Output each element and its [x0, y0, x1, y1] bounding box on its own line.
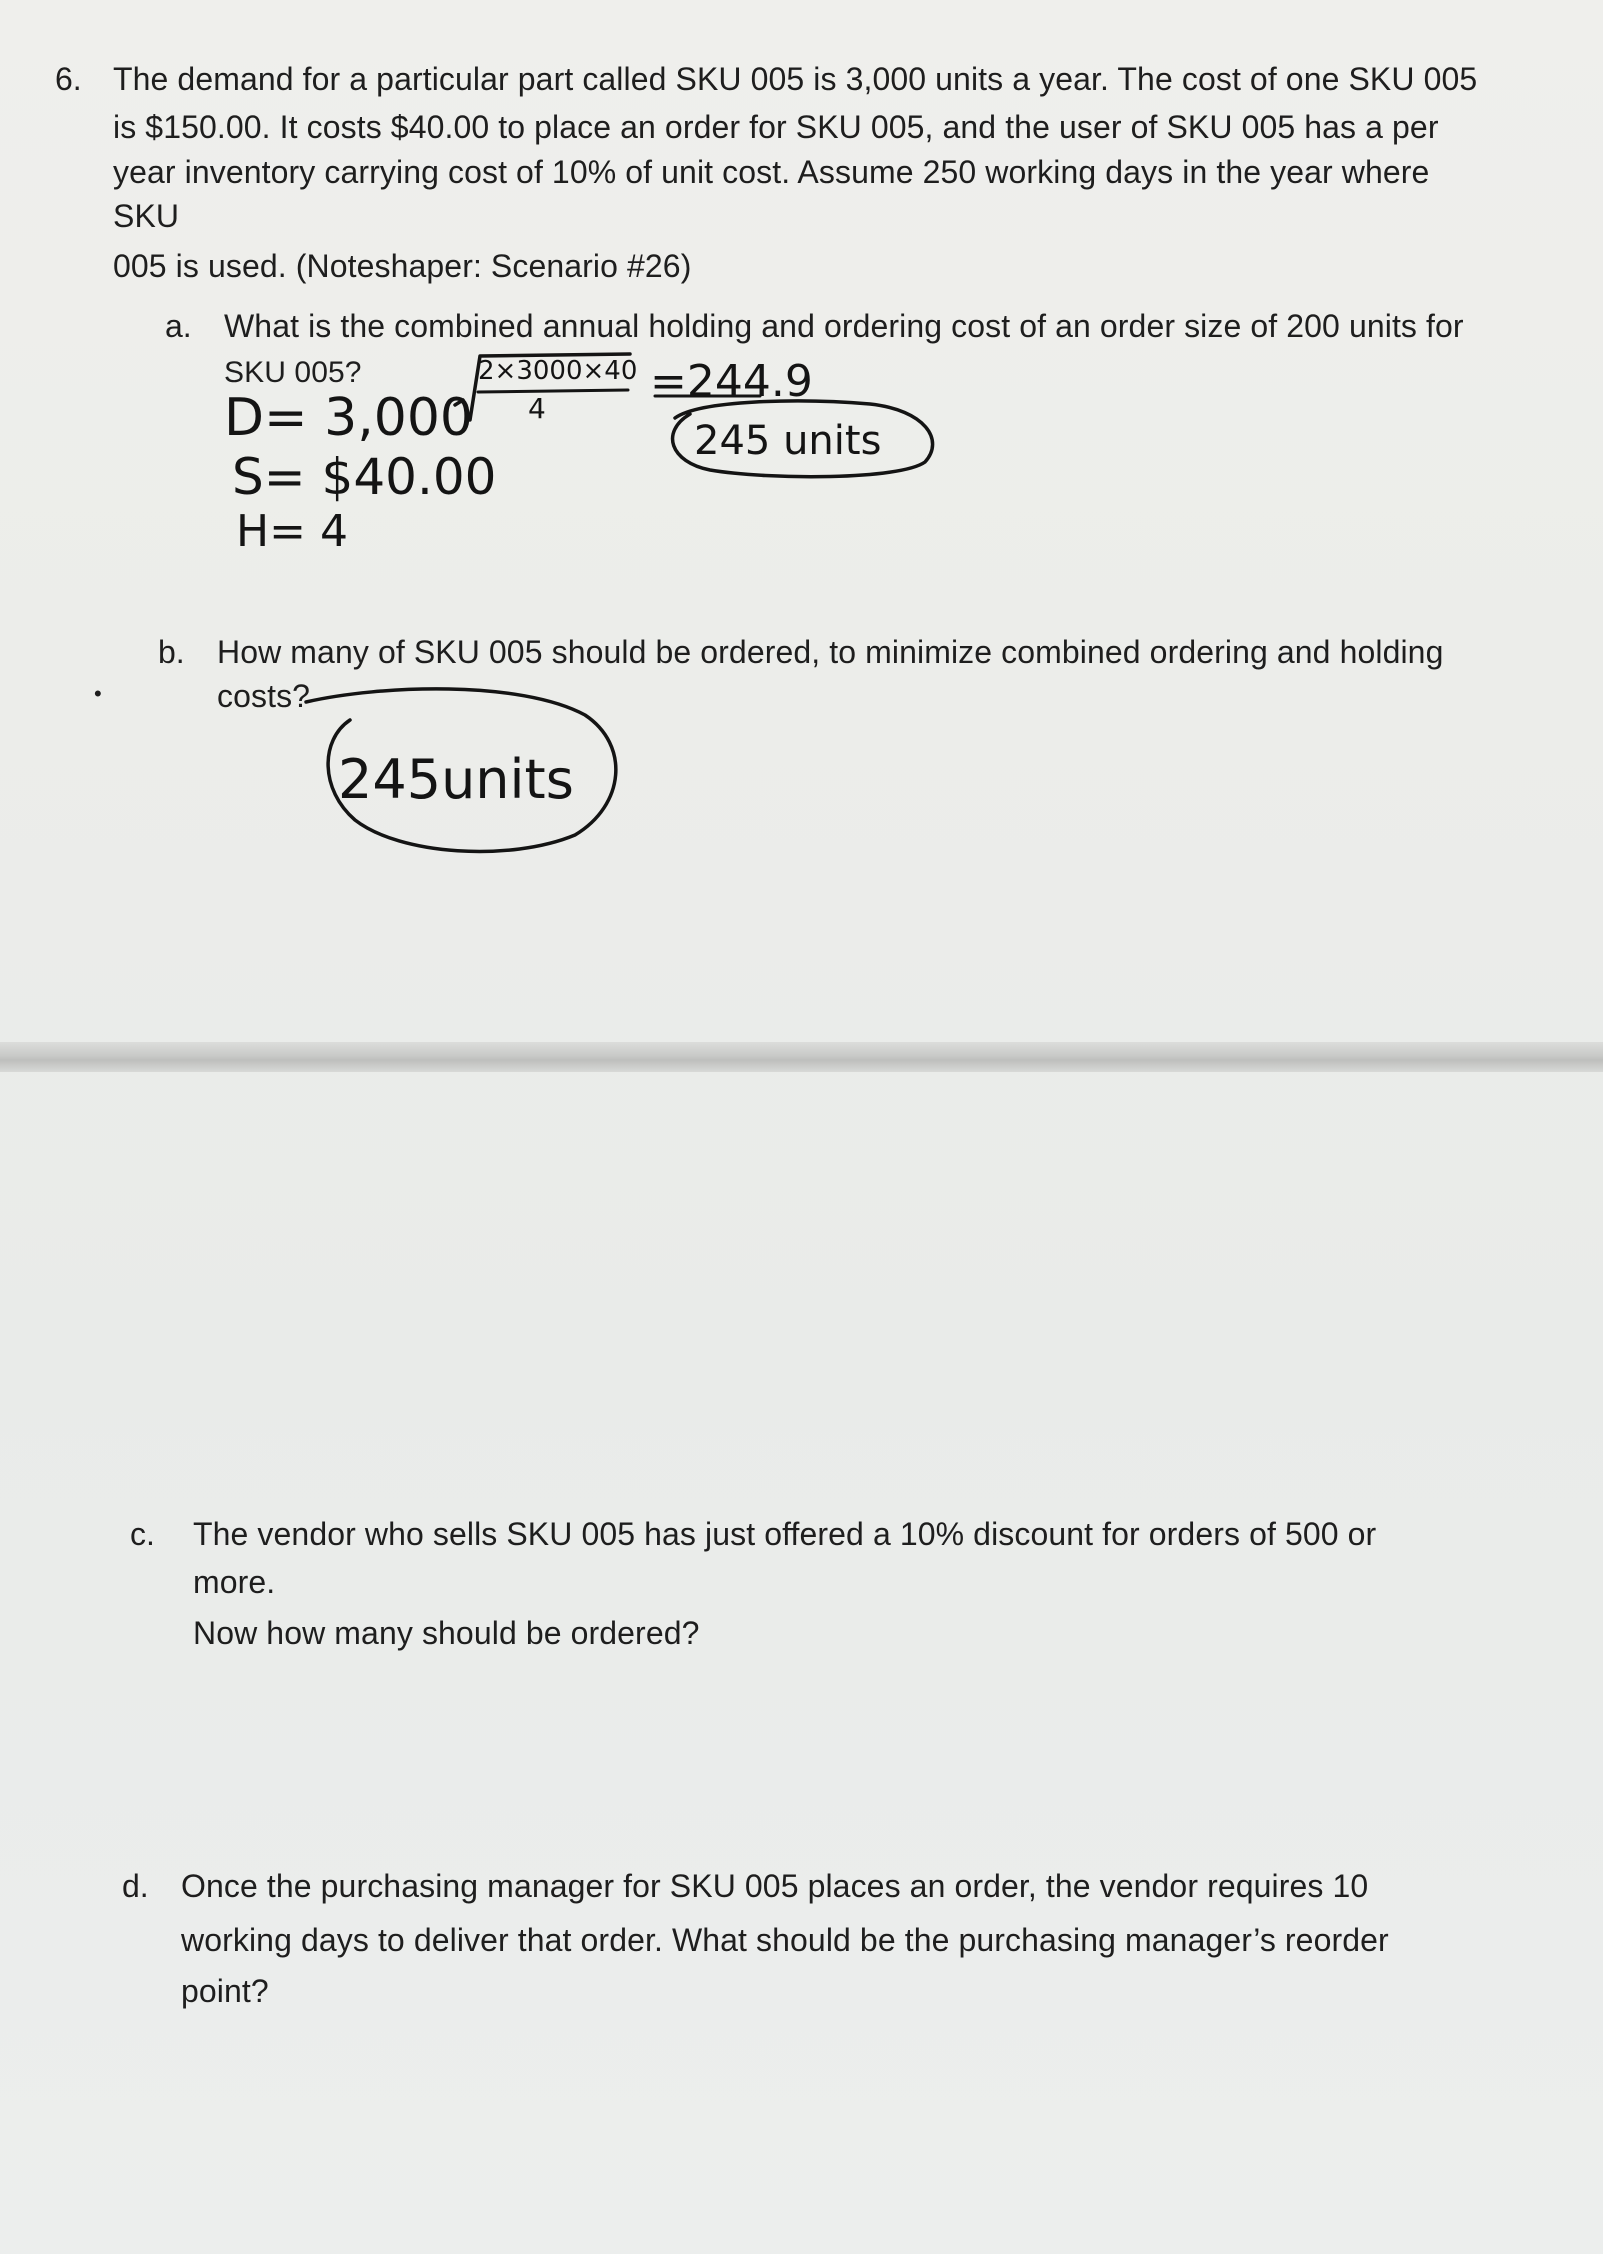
part-b-line-1: How many of SKU 005 should be ordered, to minimize combined ordering and holding: [217, 634, 1444, 670]
question-line-2: is $150.00. It costs $40.00 to place an order for SKU 005, and the user of SKU 005 has a per: [113, 109, 1439, 145]
part-c-label: c.: [130, 1516, 155, 1552]
handwritten-sqrt-denominator: 4: [528, 392, 546, 425]
fraction-bar: [478, 390, 628, 392]
handwritten-answer-b: 245units: [338, 748, 574, 811]
bullet-mark: •: [94, 681, 102, 706]
answer-b-circle: [306, 689, 616, 852]
part-d-line-1: Once the purchasing manager for SKU 005 places an order, the vendor requires 10: [181, 1868, 1369, 1904]
part-d-line-2: working days to deliver that order. What should be the purchasing manager’s reorder: [181, 1922, 1389, 1958]
question-line-5: 005 is used. (Noteshaper: Scenario #26): [113, 248, 692, 284]
part-d-line-3: point?: [181, 1973, 269, 2009]
handwritten-setup-cost: S= $40.00: [232, 448, 497, 506]
part-a-line-2: SKU 005?: [224, 356, 362, 389]
part-c-line-3: Now how many should be ordered?: [193, 1615, 700, 1651]
handwritten-answer-a: 245 units: [694, 418, 882, 464]
radical-sign: [455, 354, 630, 420]
handwritten-demand: D= 3,000: [224, 388, 474, 448]
question-line-3: year inventory carrying cost of 10% of unit cost. Assume 250 working days in the year where: [113, 154, 1430, 190]
answer-a-circle: [673, 401, 933, 477]
part-c-line-1: The vendor who sells SKU 005 has just offered a 10% discount for orders of 500 or: [193, 1516, 1377, 1552]
question-line-1: The demand for a particular part called SKU 005 is 3,000 units a year. The cost of one SKU 005: [113, 61, 1478, 97]
part-a-label: a.: [165, 308, 192, 344]
part-d-label: d.: [122, 1868, 149, 1904]
part-b-line-2: costs?: [217, 678, 311, 714]
part-a-line-1: What is the combined annual holding and ordering cost of an order size of 200 units for: [224, 308, 1464, 344]
question-line-4: SKU: [113, 198, 180, 234]
part-c-line-2: more.: [193, 1564, 276, 1600]
handwritten-holding-cost: H= 4: [236, 506, 348, 557]
part-b-label: b.: [158, 634, 185, 670]
question-number: 6.: [55, 61, 82, 97]
handwritten-eoq-result: =244.9: [650, 356, 813, 407]
handwritten-sqrt-numerator: 2×3000×40: [478, 356, 638, 386]
